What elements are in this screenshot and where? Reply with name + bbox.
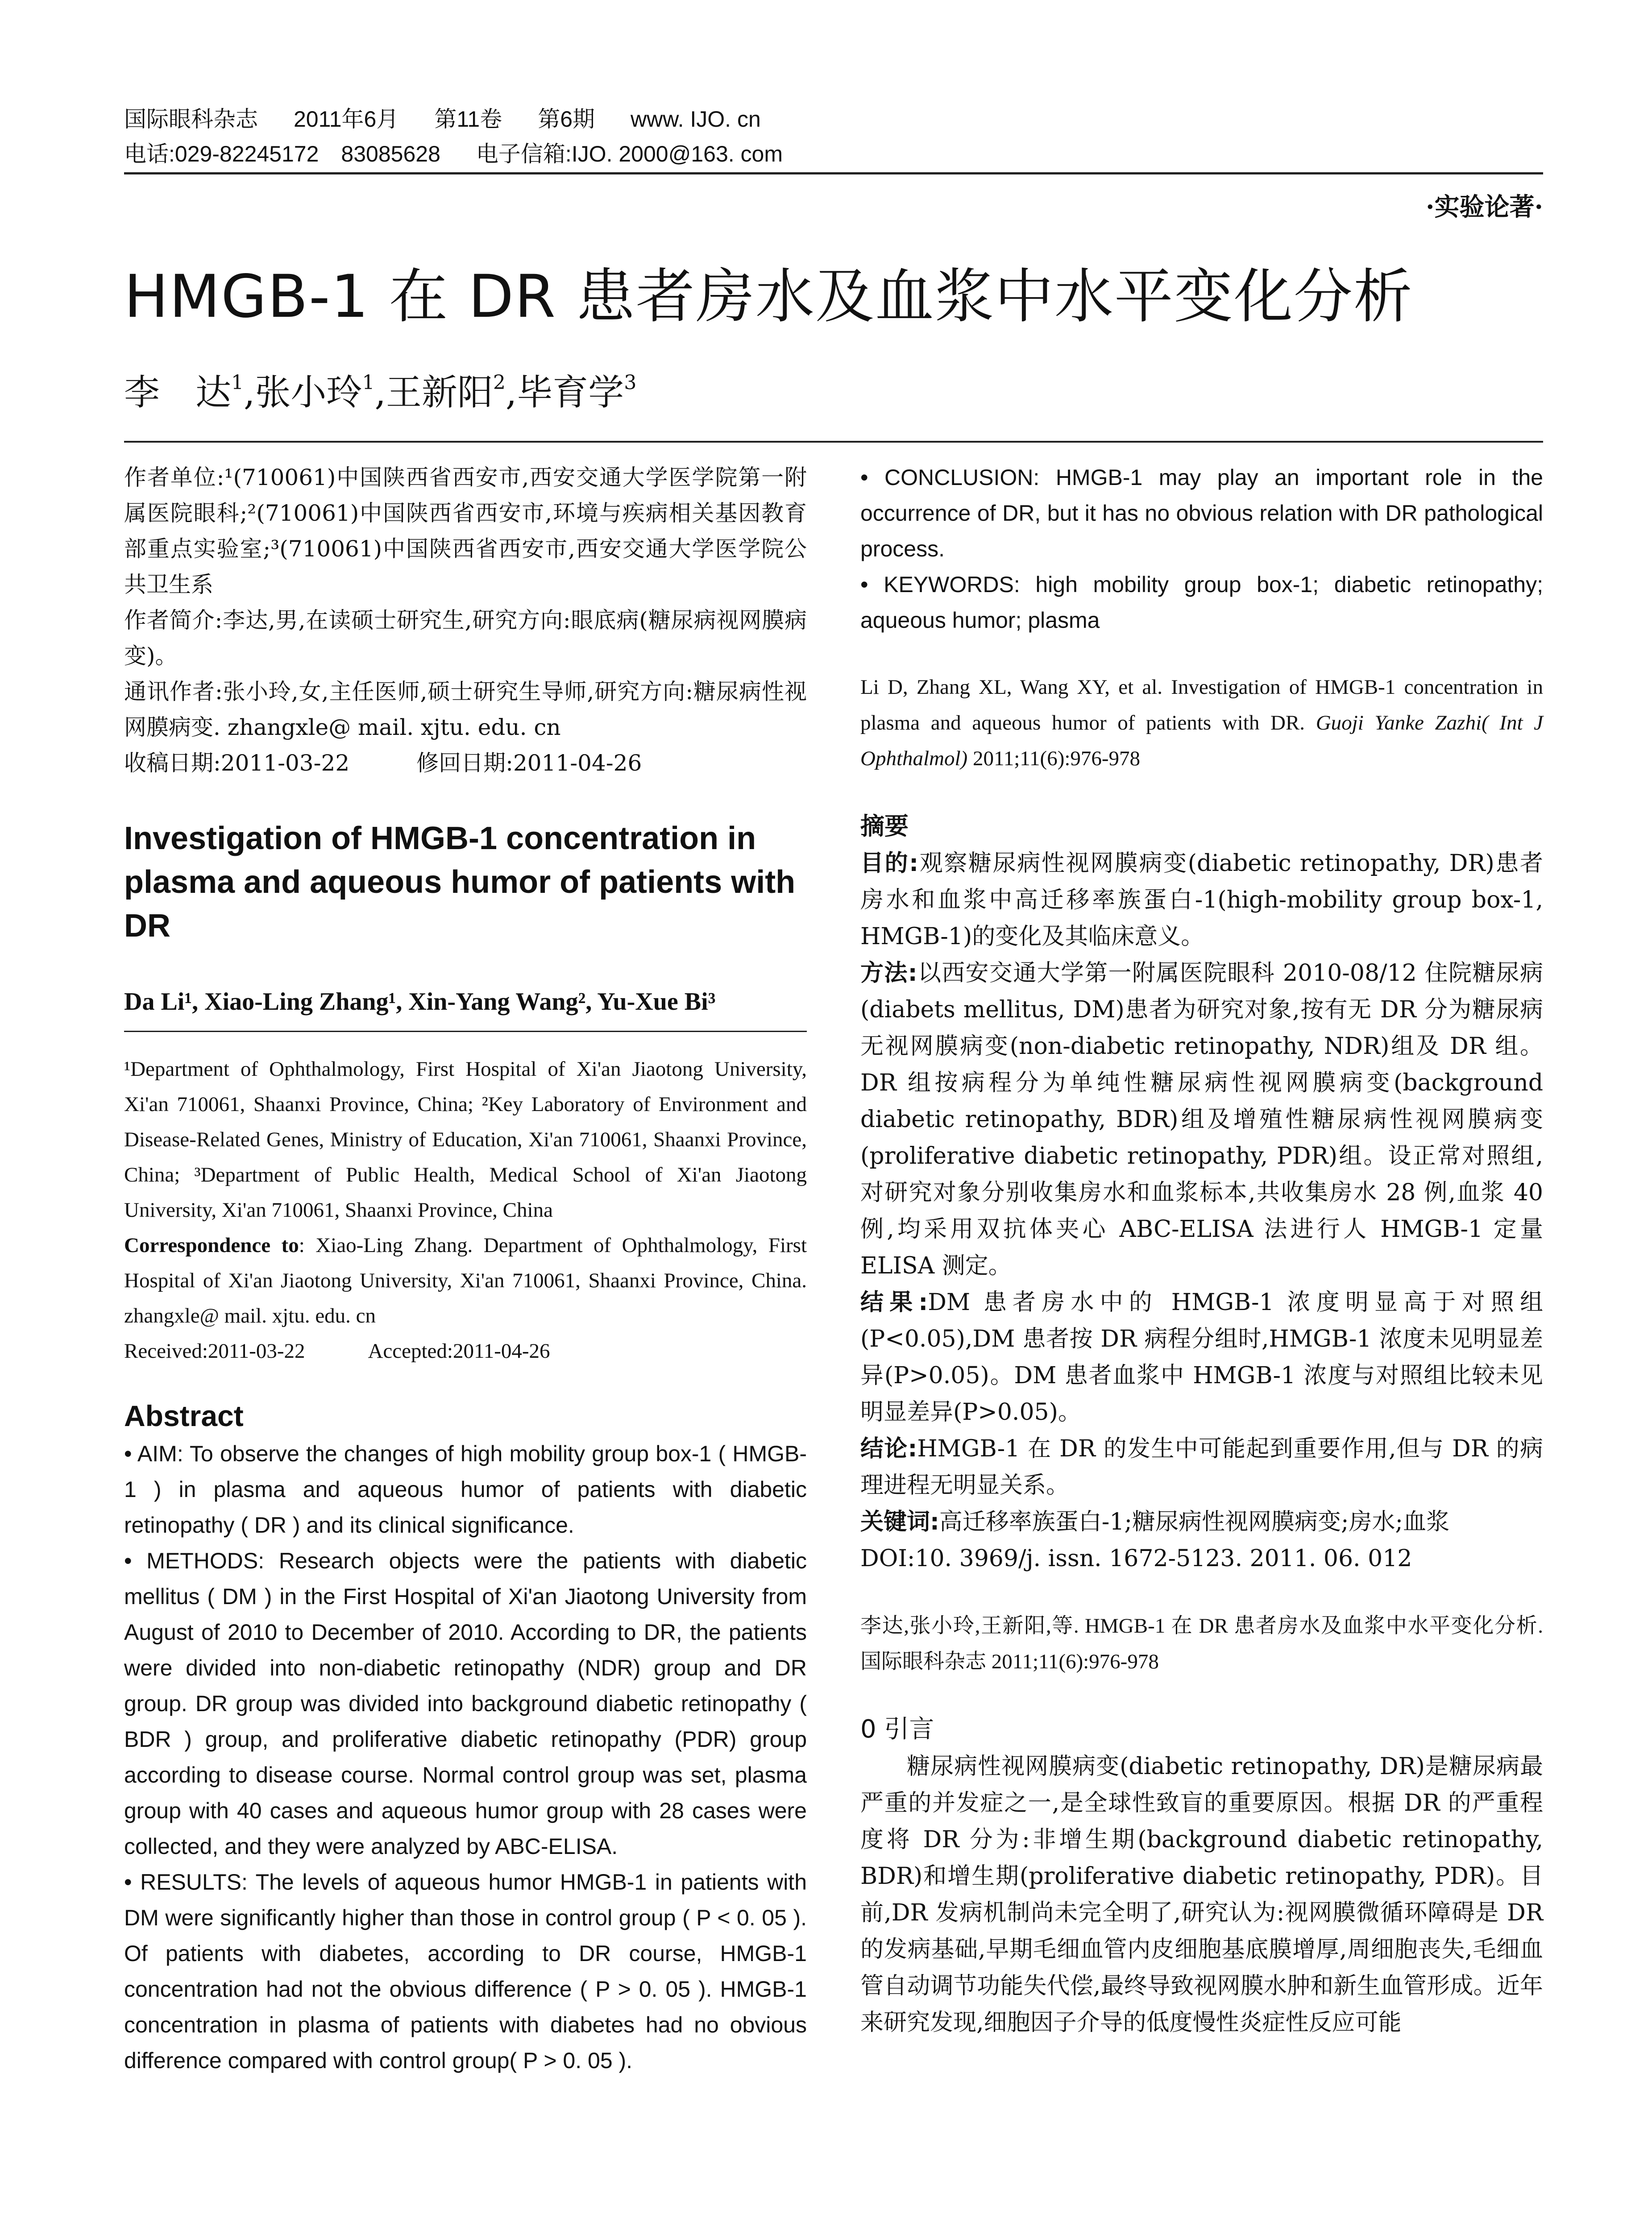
methods-text: 以西安交通大学第一附属医院眼科 2010-08/12 住院糖尿病(diabets mellitus, DM)患者为研究对象,按有无 DR 分为糖尿病无视网膜病变(non-diabetic retinopathy, NDR)组及 DR 组。DR 组按病程分为单纯性糖尿病性视网膜病变(background diabetic retinopathy, BDR)组及增殖性糖尿病性视网膜病变(proliferative diabetic retinopathy, PDR)组。设正常对照组,对研究对象分别收集房水和血浆标本,共收集房水 28 例,血浆 40 例,均采用双抗体夹心 ABC-ELISA 法进行人 HMGB-1 定量 ELISA 测定。 — [860, 960, 1543, 1279]
affiliation-cn: 作者单位:¹(710061)中国陕西省西安市,西安交通大学医学院第一附属医院眼科;²(710061)中国陕西省西安市,环境与疾病相关基因教育部重点实验室;³(710061)中国陕西省西安市,西安交通大学医学院公共卫生系 — [124, 464, 807, 597]
abstract-cn-methods — [860, 955, 1543, 1284]
citation-block-en — [860, 669, 1543, 776]
author-list-cn: 李 达$^1$,张小玲$^1$,王新阳$^2$,毕育学$^3$ — [124, 371, 637, 413]
right-column — [860, 460, 1543, 2041]
author-cn: 李 达 — [124, 372, 231, 413]
affil-mark: 1 — [362, 371, 375, 394]
abstract-aim: • AIM: To observe the changes of high mobility group box-1 ( HMGB-1 ) in plasma and aqueous humor of patients with diabetic retinopathy ( DR ) and its clinical significance. — [124, 1441, 807, 1538]
citation-en — [860, 669, 1543, 776]
affil-mark: 2 — [493, 371, 506, 394]
revised-date-cn: 修回日期:2011-04-26 — [416, 750, 642, 776]
abstract-cn-conclusion — [860, 1431, 1543, 1504]
issue: 第6期 — [538, 107, 595, 132]
abstract-cn — [860, 845, 1543, 1577]
abstract-conclusion: • CONCLUSION: HMGB-1 may play an important role in the occurrence of DR, but it has no obvious relation with DR pathological process. — [860, 465, 1543, 561]
abstract-en-continued — [860, 460, 1543, 638]
correspondence-label: Correspondence to — [124, 1234, 299, 1257]
correspondence-cn: 通讯作者:张小玲,女,主任医师,硕士研究生导师,研究方向:糖尿病性视网膜病变. zhangxle@ mail. xjtu. edu. cn — [124, 679, 807, 740]
methods-label: 方法: — [860, 960, 917, 987]
article-title-cn: HMGB-1 在 DR 患者房水及血浆中水平变化分析 — [124, 262, 1413, 331]
author-bio-cn: 作者简介:李达,男,在读硕士研究生,研究方向:眼底病(糖尿病视网膜病变)。 — [124, 607, 807, 669]
conclusion-text: HMGB-1 在 DR 的发生中可能起到重要作用,但与 DR 的病理进程无明显关系。 — [860, 1435, 1543, 1499]
title-rule — [124, 441, 1543, 443]
volume: 第11卷 — [434, 107, 502, 132]
author-rule — [124, 1031, 807, 1032]
results-text: DM 患者房水中的 HMGB-1 浓度明显高于对照组(P<0.05),DM 患者按 DR 病程分组时,HMGB-1 浓度未见明显差异(P>0.05)。DM 患者血浆中 HMGB-1 浓度与对照组比较未见明显差异(P>0.05)。 — [860, 1289, 1543, 1426]
abstract-heading-cn: 摘要 — [860, 812, 909, 840]
header-line-1 — [124, 102, 1543, 137]
header-line-2 — [124, 137, 1543, 171]
accepted-date-en: Accepted:2011-04-26 — [368, 1339, 550, 1363]
correspondence-text: : Xiao-Ling Zhang. Department of Ophthalmology, First Hospital of Xi'an Jiaotong University, Xi'an 710061, Shaanxi Province, China. zhangxle@ mail. xjtu. edu. cn — [124, 1234, 807, 1327]
email: 电子信箱:IJO. 2000@163. com — [476, 141, 783, 166]
citation-journal: Guoji Yanke Zazhi( Int J Ophthalmol) — [860, 711, 1544, 770]
results-label: 结果: — [860, 1289, 928, 1316]
received-date-en: Received:2011-03-22 — [124, 1339, 305, 1363]
abstract-cn-keywords — [860, 1504, 1543, 1540]
keywords-label: 关键词: — [860, 1509, 939, 1535]
dates-cn — [124, 745, 807, 781]
received-date-cn: 收稿日期:2011-03-22 — [124, 750, 350, 776]
abstract-results: • RESULTS: The levels of aqueous humor HMGB-1 in patients with DM were significantly higher than those in control group ( P < 0. 05 ). Of patients with diabetes, according to DR course, HMGB-1 concentration had not the obvious difference ( P > 0. 05 ). HMGB-1 concentration in plasma of patients with diabetes had no obvious difference compared with control group( P > 0. 05 ). — [124, 1870, 807, 2073]
correspondence-en — [124, 1228, 807, 1334]
dates-en — [124, 1334, 807, 1369]
conclusion-label: 结论: — [860, 1435, 917, 1462]
author-cn: 毕育学 — [517, 372, 624, 413]
left-column — [124, 460, 807, 2078]
intro-paragraph: 糖尿病性视网膜病变(diabetic retinopathy, DR)是糖尿病最严重的并发症之一,是全球性致盲的重要原因。根据 DR 的严重程度将 DR 分为:非增生期(background diabetic retinopathy, BDR)和增生期(proliferative diabetic retinopathy, PDR)。目前,DR 发病机制尚未完全明了,研究认为:视网膜微循环障碍是 DR 的发病基础,早期毛细血管内皮细胞基底膜增厚,周细胞丧失,毛细血管自动调节功能失代偿,最终导致视网膜水肿和新生血管形成。近年来研究发现,细胞因子介导的低度慢性炎症性反应可能 — [860, 1753, 1543, 2036]
author-cn: 王新阳 — [386, 372, 493, 413]
citation-text: Li D, Zhang XL, Wang XY, et al. Investigation of HMGB-1 concentration in plasma and aqueous humor of patients with DR. — [860, 676, 1543, 734]
header-rule — [124, 172, 1543, 174]
abstract-heading-en: Abstract — [124, 1399, 244, 1432]
journal-name: 国际眼科杂志 — [124, 107, 258, 132]
abstract-cn-results — [860, 1284, 1543, 1431]
affiliation-block-en — [124, 1052, 807, 1369]
affil-mark: 1 — [231, 371, 244, 394]
intro-heading: 0 引言 — [860, 1715, 934, 1744]
author-list-en: Da Li¹, Xiao-Ling Zhang¹, Xin-Yang Wang², Yu-Xue Bi³ — [124, 988, 716, 1016]
abstract-cn-aim — [860, 845, 1543, 955]
citation-block-cn — [860, 1608, 1543, 1679]
doi: DOI:10. 3969/j. issn. 1672-5123. 2011. 06. 012 — [860, 1545, 1412, 1572]
intro-body — [860, 1748, 1543, 2041]
article-meta-cn — [124, 460, 807, 781]
abstract-methods: • METHODS: Research objects were the patients with diabetic mellitus ( DM ) in the First Hospital of Xi'an Jiaotong University from August of 2010 to December of 2010. According to DR, the patients were divided into non-diabetic retinopathy (NDR) group and DR group. DR group was divided into background diabetic retinopathy ( BDR ) group, and proliferative diabetic retinopathy (PDR) group according to disease course. Normal control group was set, plasma group with 40 cases and aqueous humor group with 28 cases were collected, and they were analyzed by ABC-ELISA. — [124, 1548, 807, 1859]
abstract-en — [124, 1436, 807, 2078]
aim-text: 观察糖尿病性视网膜病变(diabetic retinopathy, DR)患者房水和血浆中高迁移率族蛋白-1(high-mobility group box-1, HMGB-1)的变化及其临床意义。 — [860, 850, 1543, 950]
aim-label: 目的: — [860, 850, 919, 877]
affil-mark: 3 — [624, 371, 637, 394]
website: www. IJO. cn — [631, 107, 761, 132]
phone: 电话:029-82245172 83085628 — [124, 141, 440, 166]
issue-date: 2011年6月 — [294, 107, 399, 132]
running-header — [124, 102, 1543, 171]
citation-ref: 2011;11(6):976-978 — [967, 747, 1141, 770]
affiliation-en: ¹Department of Ophthalmology, First Hospital of Xi'an Jiaotong University, Xi'an 710061, Shaanxi Province, China; ²Key Laboratory of Environment and Disease-Related Genes, Ministry of Education, Xi'an 710061, Shaanxi Province, China; ³Department of Public Health, Medical School of Xi'an Jiaotong University, Xi'an 710061, Shaanxi Province, China — [124, 1057, 807, 1222]
section-label: ·实验论著· — [1426, 192, 1543, 222]
citation-cn: 李达,张小玲,王新阳,等. HMGB-1 在 DR 患者房水及血浆中水平变化分析. 国际眼科杂志 2011;11(6):976-978 — [860, 1614, 1543, 1673]
keywords-text: 高迁移率族蛋白-1;糖尿病性视网膜病变;房水;血浆 — [939, 1509, 1450, 1535]
article-title-en: Investigation of HMGB-1 concentration in plasma and aqueous humor of patients with DR — [124, 821, 796, 944]
abstract-keywords: • KEYWORDS: high mobility group box-1; diabetic retinopathy; aqueous humor; plasma — [860, 572, 1543, 633]
author-cn: 张小玲 — [255, 372, 362, 413]
